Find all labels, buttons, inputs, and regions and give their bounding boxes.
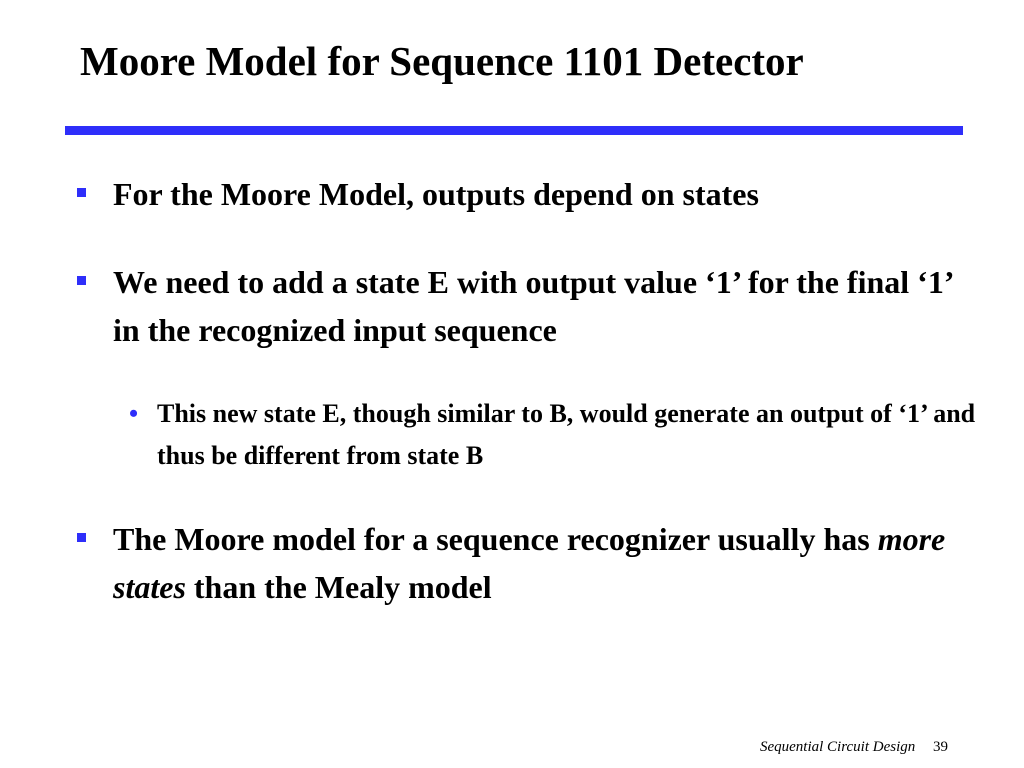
bullet-text: We need to add a state E with output value ‘1’ for the final ‘1’ in the recognized input sequence	[113, 264, 953, 348]
bullet-text-start: The Moore model for a sequence recognizer usually has	[113, 521, 878, 557]
bullet-text: For the Moore Model, outputs depend on states	[113, 176, 759, 212]
square-bullet-icon	[77, 533, 86, 542]
square-bullet-icon	[77, 188, 86, 197]
emphasis-more-states: more states	[113, 521, 946, 605]
bullet-more-states	[113, 515, 983, 611]
bullet-add-state-e	[113, 258, 983, 354]
bullet-text-end: than the Mealy model	[185, 569, 492, 605]
slide-footer	[760, 737, 948, 757]
dot-bullet-icon: •	[129, 399, 139, 428]
square-bullet-icon	[77, 276, 86, 285]
sub-bullet-state-e-different	[129, 393, 977, 477]
slide-title: Moore Model for Sequence 1101 Detector	[80, 38, 804, 84]
page-number: 39	[933, 739, 948, 755]
sub-bullet-text: This new state E, though similar to B, would generate an output of ‘1’ and thus be different from state B	[157, 399, 976, 470]
title-divider	[65, 126, 963, 135]
footer-label: Sequential Circuit Design	[759, 739, 916, 755]
bullet-moore-outputs	[113, 170, 983, 218]
